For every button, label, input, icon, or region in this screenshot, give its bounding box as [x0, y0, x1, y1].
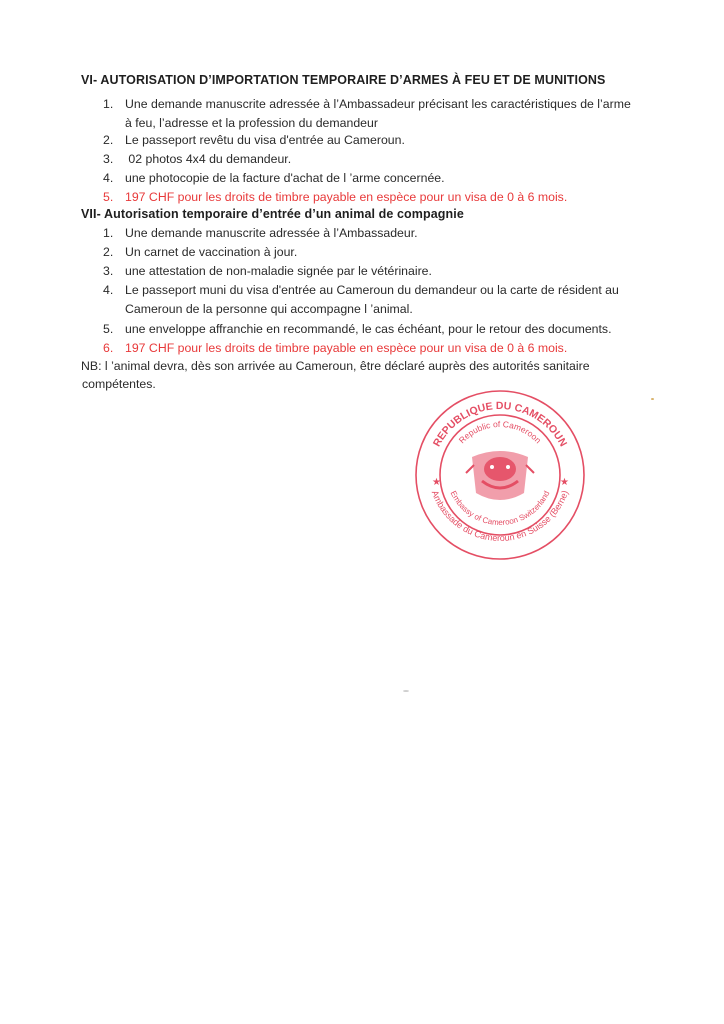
- stamp-left-star: ★: [432, 477, 441, 488]
- item-text-line: Une demande manuscrite adressée à l’Ambassadeur précisant les caractéristiques de l’arme: [125, 97, 631, 111]
- note-line-2: compétentes.: [82, 377, 156, 391]
- section-7-item-1: [103, 224, 663, 242]
- stamp-inner-bottom-text: Embassy of Cameroon Switzerland: [448, 489, 552, 528]
- item-text-line: une enveloppe affranchie en recommandé, le cas échéant, pour le retour des documents.: [125, 322, 612, 336]
- item-number: 4.: [103, 171, 114, 185]
- item-number: 2.: [103, 245, 114, 259]
- section-6-item-2: [103, 131, 663, 149]
- item-text-line: Une demande manuscrite adressée à l’Ambassadeur.: [125, 226, 418, 240]
- section-7-item-3: [103, 262, 663, 280]
- item-number: 1.: [103, 226, 114, 240]
- section-7-item-2: [103, 243, 663, 261]
- section-6-item-3: [103, 150, 663, 168]
- stamp-emblem-icon: [466, 451, 534, 500]
- item-number: 5.: [103, 322, 114, 336]
- paper-speck: [403, 690, 409, 692]
- section-7-title: VII- Autorisation temporaire d’entrée d’un animal de compagnie: [81, 207, 464, 221]
- paper-speck: [651, 398, 654, 400]
- stamp-outer-top-text: REPUBLIQUE DU CAMEROUN: [430, 399, 570, 449]
- stamp-inner-top-text: Republic of Cameroon: [456, 418, 544, 446]
- item-number: 5.: [103, 190, 114, 204]
- note-line-1: NB: l ’animal devra, dès son arrivée au Cameroun, être déclaré auprès des autorités sanitaire: [81, 359, 590, 373]
- item-text-line: Le passeport muni du visa d'entrée au Cameroun du demandeur ou la carte de résident au: [125, 283, 619, 297]
- item-text-line: à feu, l’adresse et la profession du demandeur: [125, 116, 378, 130]
- item-text-line: Un carnet de vaccination à jour.: [125, 245, 298, 259]
- item-text-line: Le passeport revêtu du visa d'entrée au Cameroun.: [125, 133, 405, 147]
- stamp-outer-bottom-text: Ambassade du Cameroun en Suisse (Berne): [429, 488, 571, 544]
- stamp-right-star: ★: [560, 477, 569, 488]
- section-7-item-6-fee: [103, 339, 663, 357]
- item-number: 2.: [103, 133, 114, 147]
- item-text-line: Cameroun de la personne qui accompagne l ’animal.: [125, 302, 413, 316]
- section-7-item-5: [103, 320, 663, 338]
- section-6-title: VI- AUTORISATION D’IMPORTATION TEMPORAIRE D’ARMES À FEU ET DE MUNITIONS: [81, 73, 606, 87]
- item-number: 4.: [103, 283, 114, 297]
- item-text-line: une attestation de non-maladie signée par le vétérinaire.: [125, 264, 432, 278]
- section-6-item-1: [103, 95, 663, 131]
- item-text-line: 197 CHF pour les droits de timbre payable en espèce pour un visa de 0 à 6 mois.: [125, 341, 568, 355]
- section-7-item-4: [103, 281, 663, 317]
- section-6-item-4: [103, 169, 663, 187]
- section-6-item-5-fee: [103, 188, 663, 206]
- item-number: 3.: [103, 152, 114, 166]
- item-text-line: une photocopie de la facture d'achat de l ’arme concernée.: [125, 171, 445, 185]
- item-text-line: 197 CHF pour les droits de timbre payable en espèce pour un visa de 0 à 6 mois.: [125, 190, 568, 204]
- item-number: 6.: [103, 341, 114, 355]
- item-number: 1.: [103, 97, 114, 111]
- item-number: 3.: [103, 264, 114, 278]
- official-stamp: [410, 385, 590, 565]
- item-text-line: 02 photos 4x4 du demandeur.: [125, 152, 292, 166]
